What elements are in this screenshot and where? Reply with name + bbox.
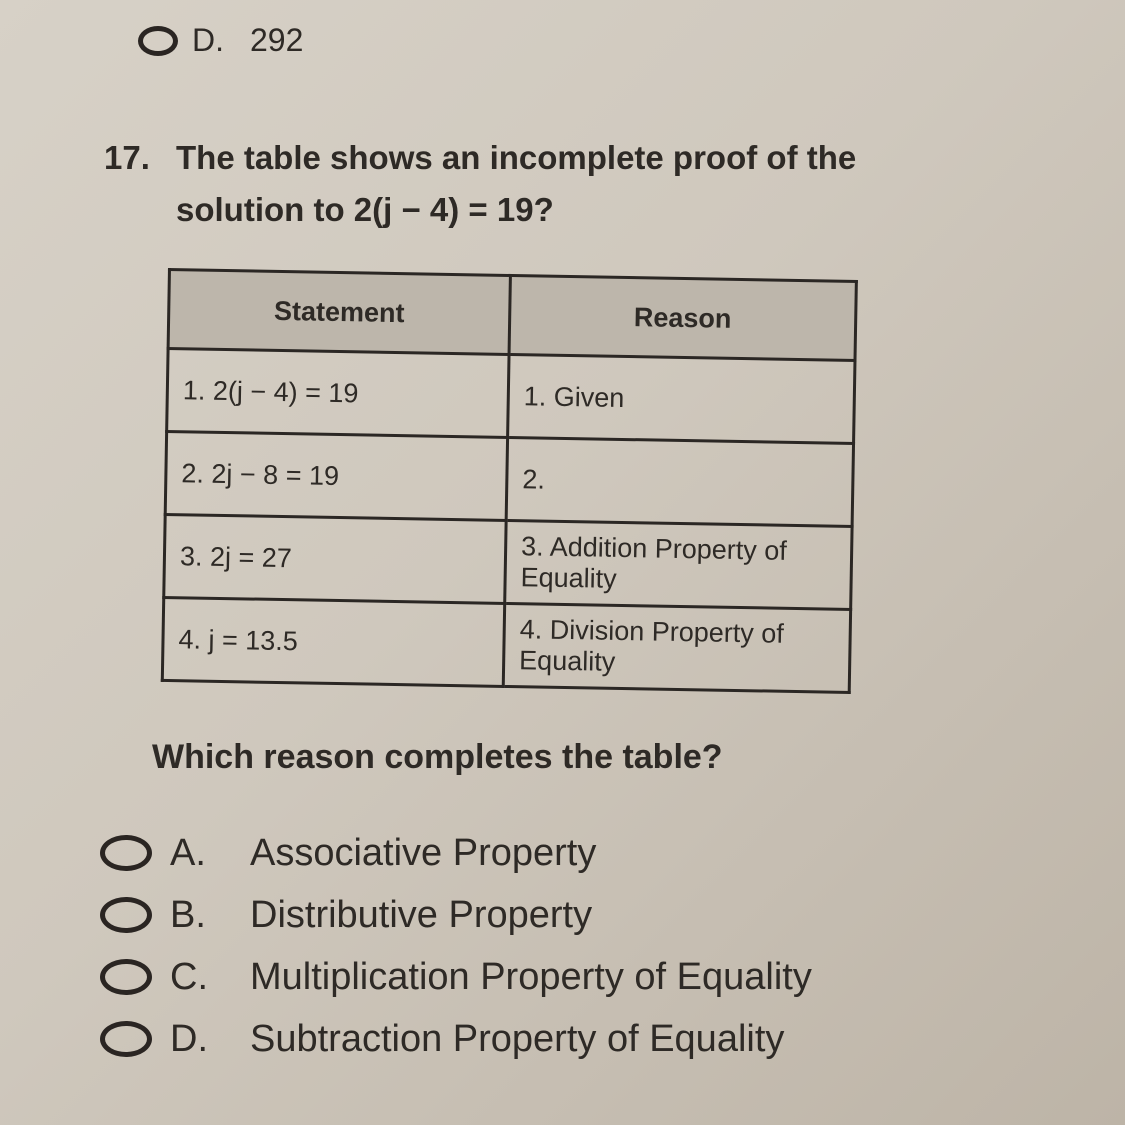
reason-cell: 1. Given <box>508 354 855 443</box>
header-statement: Statement <box>168 270 510 355</box>
statement-cell: 4. j = 13.5 <box>162 597 504 686</box>
statement-cell: 3. 2j = 27 <box>164 514 506 603</box>
radio-bubble-icon[interactable] <box>100 897 152 933</box>
answer-choices <box>100 822 812 1070</box>
table-row <box>162 597 850 692</box>
table-row <box>167 349 855 444</box>
choice-letter: D. <box>170 1017 208 1060</box>
choice-text: Multiplication Property of Equality <box>250 955 812 998</box>
reason-cell: 4. Division Property of Equality <box>503 603 850 692</box>
choice-a[interactable] <box>100 822 812 884</box>
question-text <box>104 132 856 236</box>
statement-cell: 1. 2(j − 4) = 19 <box>167 349 509 438</box>
table-row <box>165 432 853 527</box>
choice-b[interactable] <box>100 884 812 946</box>
statement-cell: 2. 2j − 8 = 19 <box>165 432 507 521</box>
choice-d[interactable] <box>100 1008 812 1070</box>
radio-bubble-icon[interactable] <box>100 1021 152 1057</box>
choice-text: Distributive Property <box>250 893 593 936</box>
previous-answer-option[interactable] <box>138 22 303 59</box>
question-line-2: solution to 2(j − 4) = 19? <box>176 191 554 228</box>
choice-text: Associative Property <box>250 831 597 874</box>
header-reason: Reason <box>509 275 856 360</box>
reason-cell: 3. Addition Property of Equality <box>505 520 852 609</box>
table-header-row <box>168 270 856 361</box>
radio-bubble-icon[interactable] <box>138 26 178 56</box>
option-text: 292 <box>250 22 304 58</box>
radio-bubble-icon[interactable] <box>100 835 152 871</box>
choice-letter: B. <box>170 893 206 936</box>
choice-text: Subtraction Property of Equality <box>250 1017 785 1060</box>
question-line-1: The table shows an incomplete proof of the <box>176 139 857 176</box>
option-letter: D. <box>192 22 224 58</box>
proof-table <box>161 268 858 694</box>
reason-cell-missing: 2. <box>506 437 853 526</box>
table-row <box>164 514 852 609</box>
choice-c[interactable] <box>100 946 812 1008</box>
answer-prompt: Which reason completes the table? <box>152 738 723 776</box>
radio-bubble-icon[interactable] <box>100 959 152 995</box>
choice-letter: C. <box>170 955 208 998</box>
choice-letter: A. <box>170 831 206 874</box>
question-number: 17. <box>104 139 150 176</box>
